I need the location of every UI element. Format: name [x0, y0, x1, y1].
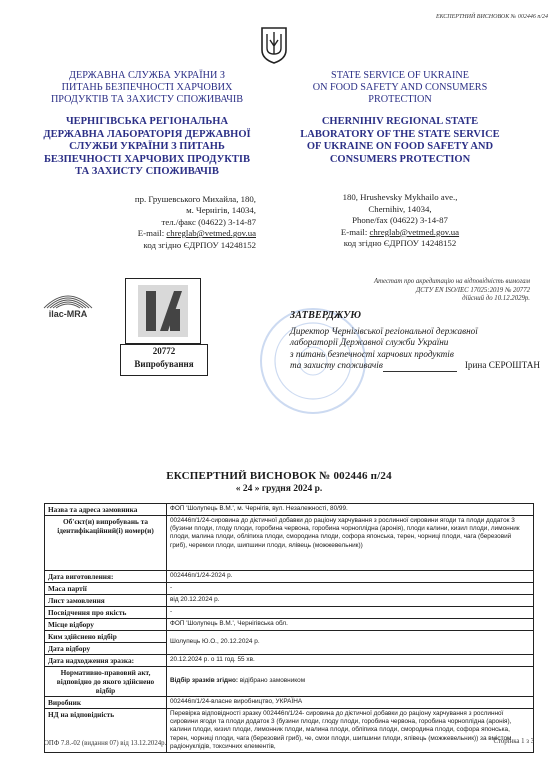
- street-en: 180, Hrushevsky Mykhailo ave.,: [342, 192, 458, 202]
- edrpou-ua: код згідно ЄДРПОУ 14248152: [143, 239, 256, 250]
- header-english: [290, 70, 510, 250]
- accreditation-note: [300, 278, 530, 304]
- lab-name-ua-line-4: БЕЗПЕЧНОСТІ ХАРЧОВИХ ПРОДУКТІВ: [43, 153, 250, 165]
- table-row: [45, 583, 534, 595]
- accreditation-number: 20772: [152, 346, 176, 356]
- lab-name-ua-line-3: СЛУЖБИ УКРАЇНИ З ПИТАНЬ: [69, 141, 225, 152]
- address-en: [290, 192, 510, 250]
- email-label-ua: E-mail:: [137, 228, 167, 238]
- phone-en: Phone/fax (04622) 3-14-87: [352, 215, 448, 225]
- row-value: 20.12.2024 р. о 11 год. 55 хв.: [167, 655, 534, 667]
- row-label: Дата відбору: [45, 643, 167, 655]
- lab-name-en-line-4: CONSUMERS PROTECTION: [329, 153, 471, 165]
- row-label: НД на відповідність: [45, 709, 167, 753]
- lab-name-en-line-1: CHERNIHIV REGIONAL STATE: [321, 116, 479, 127]
- row-label: Посвідчення про якість: [45, 607, 167, 619]
- row-value: -: [167, 583, 534, 595]
- approval-line-2: лабораторії Державної служби України: [290, 337, 449, 347]
- row-label: Нормативно-правовий акт, відповідно до якого здійснено відбір: [45, 667, 167, 697]
- table-row: [45, 655, 534, 667]
- agency-name-en-line-1: STATE SERVICE OF UKRAINE: [331, 70, 469, 81]
- phone-ua: тел./факс (04622) 3-14-87: [161, 216, 256, 227]
- street-ua: пр. Грушевського Михайла, 180,: [134, 193, 256, 204]
- approval-title: ЗАТВЕРДЖУЮ: [290, 310, 362, 321]
- table-row: [45, 516, 534, 571]
- row-label: Назва та адреса замовника: [45, 504, 167, 516]
- row-value: ФОП 'Шолупець В.М.', Чернігівська обл.: [167, 619, 534, 631]
- table-row: [45, 631, 534, 643]
- row-value: 002446п/1/24-власне виробництво, УКРАЇНА: [167, 697, 534, 709]
- conclusion-title: ЕКСПЕРТНИЙ ВИСНОВОК № 002446 п/24: [166, 470, 392, 482]
- form-reference: ОПФ 7.8.-02 (видання 07) від 13.12.2024р.: [44, 740, 167, 747]
- row-label: Лист замовлення: [45, 595, 167, 607]
- signature-line: [383, 362, 457, 372]
- lab-name-ua-line-2: ДЕРЖАВНА ЛАБОРАТОРІЯ ДЕРЖАВНОЇ: [43, 128, 251, 140]
- accreditation-note-line-3: дійсний до 10.12.2029р.: [462, 295, 530, 302]
- accreditation-mark-icon: [126, 279, 200, 343]
- approval-block: [290, 310, 540, 372]
- header-ukrainian: [38, 70, 256, 251]
- row-value: Шолупець Ю.О., 20.12.2024 р.: [167, 631, 534, 655]
- table-row: [45, 571, 534, 583]
- row-label: Маса партії: [45, 583, 167, 595]
- city-en: Chernihiv, 14034,: [368, 203, 432, 214]
- accreditation-logo: [125, 278, 201, 344]
- table-row: [45, 667, 534, 697]
- approval-line-4: та захисту споживачів: [290, 360, 383, 370]
- accreditation-note-line-1: Атестат про акредитацію на відповідність вимогам: [374, 278, 530, 285]
- info-table: [44, 503, 534, 753]
- agency-name-ua-line-1: ДЕРЖАВНА СЛУЖБА УКРАЇНИ З: [69, 70, 225, 81]
- row-label: Об'єкт(и) випробувань та ідентифікаційний(і) номер(и): [45, 516, 167, 571]
- row-value: від 20.12.2024 р.: [167, 595, 534, 607]
- lab-name-en-line-2: LABORATORY OF THE STATE SERVICE: [300, 128, 500, 140]
- table-row: [45, 607, 534, 619]
- agency-name-en-line-2: ON FOOD SAFETY AND CONSUMERS: [312, 82, 488, 93]
- ilac-mra-logo-icon: [40, 282, 96, 322]
- row-value-prefix: Відбір зразків згідно:: [170, 677, 240, 685]
- approval-line-3: з питань безпечності харчових продуктів: [290, 348, 454, 359]
- agency-name-en-line-3: PROTECTION: [368, 94, 432, 105]
- agency-name-ua-line-3: ПРОДУКТІВ ТА ЗАХИСТУ СПОЖИВАЧІВ: [50, 94, 244, 105]
- email-link-en[interactable]: chreglab@vetmed.gov.ua: [369, 226, 460, 237]
- table-row: [45, 619, 534, 631]
- row-value-text: відібрано замовником: [239, 677, 306, 685]
- agency-name-ua-line-2: ПИТАНЬ БЕЗПЕЧНОСТІ ХАРЧОВИХ: [61, 82, 233, 93]
- row-label: Дата виготовлення:: [45, 571, 167, 583]
- lab-name-ua-line-1: ЧЕРНІГІВСЬКА РЕГІОНАЛЬНА: [65, 116, 229, 127]
- email-link-ua[interactable]: chreglab@vetmed.gov.ua: [166, 228, 256, 238]
- row-label: Дата надходження зразка:: [45, 655, 167, 667]
- top-reference: ЕКСПЕРТНИЙ ВИСНОВОК № 002446 п/24: [435, 14, 548, 20]
- city-ua: м. Чернігів, 14034,: [186, 205, 256, 215]
- accreditation-number-box: [120, 344, 208, 376]
- row-label: Ким здійснено відбір: [45, 631, 167, 643]
- row-value: 002446п/1/24-2024 р.: [167, 571, 534, 583]
- signer-name: Ірина СЕРОШТАН: [464, 360, 540, 370]
- row-label: Виробник: [45, 697, 167, 709]
- table-row: [45, 697, 534, 709]
- row-label: Місце відбору: [45, 619, 167, 631]
- row-value: Перевірка відповідності зразку 002446п/1/24- сировина до дієтичної добавки до раціону харчування з рослинної сировини ягоди та плоди додаток 3 (бузини плоди, глоду плоди, горобина червона, горобина чорноплідна (аронія), калини плоди, кизил плоди, лимонник плоди, малина плоди, обліпиха плоди, смородина плоди, софора японська, терен, чорниці плоди, чага (березовий гриб), че, смхи плоди, шипшини плоди, ялівець (можжевельник)) за вмістом радіонуклідів, токсичних елементів,: [167, 709, 534, 753]
- address-ua: [38, 194, 256, 252]
- ilac-mra-label: ilac-MRA: [48, 309, 88, 319]
- edrpou-en: код згідно ЄДРПОУ 14248152: [343, 238, 457, 248]
- conclusion-heading: [0, 470, 558, 494]
- table-row: [45, 595, 534, 607]
- row-value: [167, 667, 534, 697]
- conclusion-date: « 24 » грудня 2024 р.: [235, 484, 323, 494]
- page-number: Сторінка 1 з 3: [493, 738, 534, 745]
- table-row: [45, 504, 534, 516]
- lab-name-en-line-3: OF UKRAINE ON FOOD SAFETY AND: [306, 141, 494, 152]
- lab-name-ua-line-5: ТА ЗАХИСТУ СПОЖИВАЧІВ: [75, 166, 219, 177]
- row-value: -: [167, 607, 534, 619]
- approval-line-1: Директор Чернігівської регіональної державної: [290, 325, 478, 336]
- row-value: 002446п/1/24-сировина до дієтичної добавки до раціону харчування з рослинної сировини ягоди та плоди додаток 3 (бузини плоди, глоду плоди, горобина червона, горобина чорноплідна (аронія), плоди калини, кизил плоди, лимонник плоди, малина плоди, обліпиха плоди, смородина плоди, софора японська, терен, чорниці плоди, чага (березовий гриб), черемхи плоди, шипшини плоди, ялівець (можжевельник)): [167, 516, 534, 571]
- row-value: ФОП 'Шолупець В.М.', м. Чернігів, вул. Незалежності, 80/99.: [167, 504, 534, 516]
- coat-of-arms-icon: [260, 26, 288, 64]
- email-label-en: E-mail:: [340, 226, 370, 237]
- accreditation-note-line-2: ДСТУ EN ISO/IEC 17025:2019 № 20772: [415, 286, 530, 294]
- accreditation-scope: Випробування: [134, 359, 194, 369]
